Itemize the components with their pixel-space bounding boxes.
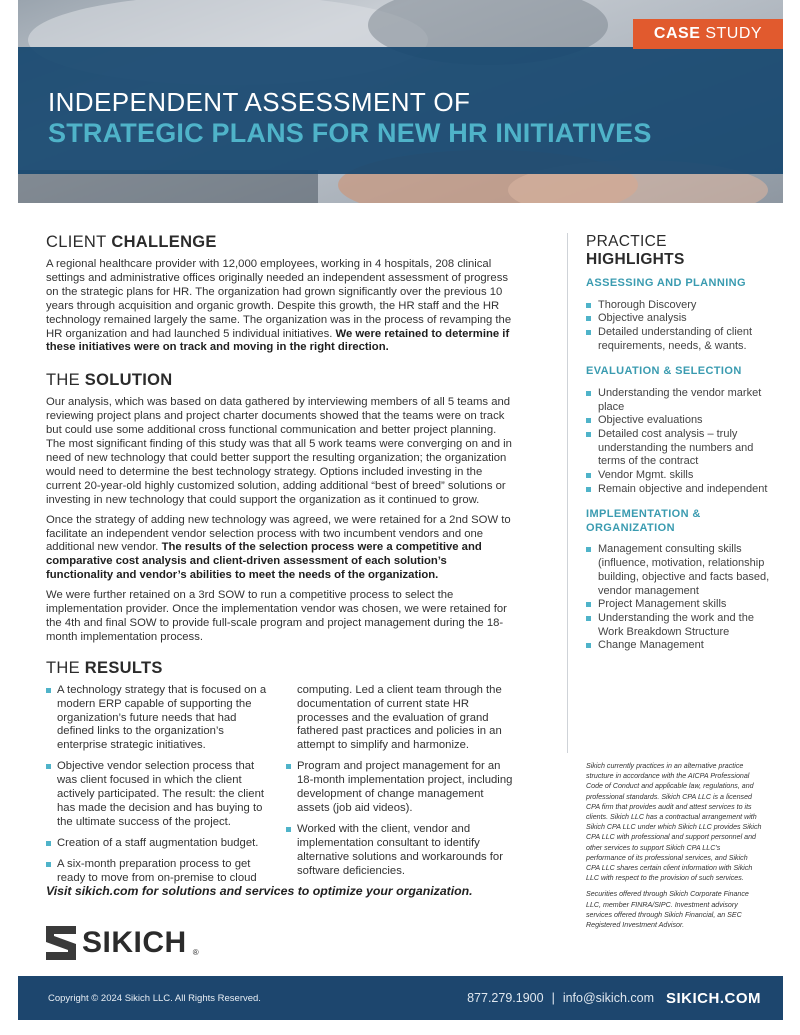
copyright-text: Copyright © 2024 Sikich LLC. All Rights Reserved. <box>48 992 261 1004</box>
hero-banner <box>18 0 783 203</box>
list-item-text: Creation of a staff augmentation budget. <box>57 836 259 849</box>
bullet-square-icon <box>586 487 591 492</box>
results-columns <box>46 684 516 893</box>
list-item-text: Objective vendor selection process that was client focused in which the client actively participated. The result: the client has made the decision and has buying to the ultimate success of the project. <box>57 760 265 828</box>
list-item-text: Objective analysis <box>598 312 687 325</box>
solution-heading <box>46 371 516 390</box>
main-column <box>46 233 516 893</box>
sidebar-heading-light: PRACTICE <box>586 233 667 250</box>
bullet-square-icon <box>286 827 291 832</box>
list-item <box>586 387 776 414</box>
challenge-emphasis: We were retained to determine if these initiatives were on track and moving in the right direction. <box>46 327 510 354</box>
list-item-text: A six-month preparation process to get ready to move from on-premise to cloud <box>57 857 257 884</box>
solution-para-2-emphasis: The results of the selection process were a competitive and comparative cost analysis and client-driven assessment of each solution’s functionality and vendor’s abilities to meet the needs of the organization. <box>46 541 482 582</box>
sidebar-section-title: EVALUATION & SELECTION <box>586 365 742 378</box>
results-heading <box>46 659 516 678</box>
bullet-square-icon <box>46 841 51 846</box>
sidebar-list-implementation <box>586 543 776 653</box>
bullet-square-icon <box>586 303 591 308</box>
list-item <box>586 598 776 612</box>
bullet-square-icon <box>46 764 51 769</box>
bullet-square-icon <box>46 862 51 867</box>
challenge-text <box>46 258 516 355</box>
heading-bold: RESULTS <box>84 658 163 677</box>
solution-para-2 <box>46 514 516 584</box>
list-item <box>586 612 776 639</box>
list-item-text: A technology strategy that is focused on a modern ERP capable of supporting the organization’s future needs that had defined links to the organization’s enterprise strategic initiatives. <box>57 683 267 752</box>
list-item-text: Understanding the vendor market place <box>598 386 762 413</box>
challenge-heading <box>46 233 516 252</box>
bullet-square-icon <box>46 688 51 693</box>
registered-mark: ® <box>192 948 199 957</box>
disclaimer-para-1: Sikich currently practices in an alternative practice structure in accordance with the AICPA Professional Code of Conduct and applicable law, regulations, and professional standards. Sikich CPA LLC is a licensed CPA firm that provides audit and attest services to its clients. Sikich LLC has a contractual arrangement with Sikich CPA LLC under which Sikich LLC provides Sikich CPA LLC with professional and support personnel and other services to support Sikich CPA LLC’s performance of its professional services, and Sikich CPA LLC shares certain client information with Sikich LLC with respect to the provision of such services. <box>586 762 762 883</box>
list-item <box>586 428 776 469</box>
bullet-square-icon <box>586 418 591 423</box>
sikich-logo <box>46 925 199 961</box>
column-divider <box>567 233 568 753</box>
list-item-text: Change Management <box>598 639 704 652</box>
list-item-text: Objective evaluations <box>598 414 703 427</box>
sidebar-heading-bold: HIGHLIGHTS <box>586 251 685 268</box>
heading-light: CLIENT <box>46 233 107 251</box>
sidebar-section-title: IMPLEMENTATION & ORGANIZATION <box>586 508 701 534</box>
phone-link[interactable]: 877.279.1900 <box>467 991 544 1005</box>
list-item <box>586 639 776 653</box>
list-item <box>46 684 276 754</box>
sikich-chevron-icon <box>46 926 76 960</box>
list-item <box>46 837 276 851</box>
website-link[interactable]: SIKICH.COM <box>666 989 761 1007</box>
title-line-2: STRATEGIC PLANS FOR NEW HR INITIATIVES <box>48 118 652 148</box>
list-item-text: Remain objective and independent <box>598 482 768 495</box>
visit-cta[interactable]: Visit sikich.com for solutions and services to optimize your organization. <box>46 884 473 898</box>
list-item-text: Worked with the client, vendor and implementation consultant to identify alternative solutions and workarounds for software deficiencies. <box>297 822 503 877</box>
list-item <box>586 312 776 326</box>
bullet-square-icon <box>586 547 591 552</box>
solution-para-3: We were further retained on a 3rd SOW to run a competitive process to select the implementation provider. Once the implementation vendor was chosen, we were retained for the 4th and final SOW to provide full-scale program and project management during the 18-month implementation process. <box>46 589 507 643</box>
list-item-continued <box>286 684 516 754</box>
badge-bold-text: CASE <box>653 25 701 42</box>
page-title <box>48 87 768 149</box>
list-item-text: Vendor Mgmt. skills <box>598 469 694 482</box>
bullet-square-icon <box>586 643 591 648</box>
logo-wordmark: SIKICH <box>82 926 187 959</box>
badge-light-text: STUDY <box>705 25 763 42</box>
bullet-square-icon <box>586 316 591 321</box>
list-item-text: Understanding the work and the Work Breakdown Structure <box>598 611 754 638</box>
disclaimer-para-2: Securities offered through Sikich Corporate Finance LLC, member FINRA/SIPC. Investment advisory services offered through Sikich Financial, an SEC Registered Investment Advisor. <box>586 890 749 930</box>
solution-para-2-body: Once the strategy of adding new technology was agreed, we were retained for a 2nd SOW to facilitate an independent vendor selection process with two incumbent vendors and one additional new vendor. <box>46 513 511 554</box>
footer-contact <box>467 990 761 1007</box>
footer-bar <box>18 976 783 1020</box>
list-item <box>586 414 776 428</box>
list-item-text: Project Management skills <box>598 598 727 611</box>
title-line-1: INDEPENDENT ASSESSMENT OF <box>48 87 471 117</box>
list-item <box>286 823 516 879</box>
list-item <box>586 483 776 497</box>
bullet-square-icon <box>586 616 591 621</box>
bullet-square-icon <box>286 764 291 769</box>
list-item-text: Program and project management for an 18-month implementation project, including development of change management assets (job aid videos). <box>297 760 513 814</box>
challenge-body: A regional healthcare provider with 12,000 employees, working in 4 hospitals, 208 clinical settings and administrative offices originally needed an independent assessment of progress on the strategic plans for HR. The organization had grown significantly over the previous 10 years through acquisition and organic growth. Despite this growth, the HR staff and the HR technology remained largely the same. The organization was in the process of revamping the HR organization and had launched 5 individual initiatives. <box>46 258 512 340</box>
contact-separator: | <box>551 991 555 1005</box>
heading-light: THE <box>46 658 80 677</box>
legal-disclaimer <box>586 761 762 936</box>
sidebar-section-title: ASSESSING AND PLANNING <box>586 277 746 289</box>
case-study-badge <box>633 19 783 49</box>
bullet-square-icon <box>586 391 591 396</box>
list-item-text: Detailed understanding of client requirements, needs, & wants. <box>598 325 753 352</box>
list-item <box>46 858 276 886</box>
bullet-square-icon <box>586 473 591 478</box>
list-item-text: Thorough Discovery <box>598 298 697 311</box>
results-column-2 <box>286 684 516 893</box>
list-item-text: Management consulting skills (influence, motivation, relationship building, objective and facts based, vendor management <box>598 543 770 597</box>
heading-light: THE <box>46 371 80 390</box>
sidebar-list-evaluation <box>586 387 776 497</box>
list-item <box>586 543 776 598</box>
bullet-square-icon <box>586 330 591 335</box>
heading-bold: SOLUTION <box>84 371 173 390</box>
solution-para-1: Our analysis, which was based on data gathered by interviewing members of all 5 teams and reviewing project plans and project charter documents showed that the teams were on track but could use some additional cross functional communication and better project planning. The most significant finding of this study was that all 5 work teams were converging on and in need of new technology that could better support the resulting organization; the organization would need to determine the best technology strategy. Options included investing in the current 20-year-old highly customized solution, adding additional “best of breed” solutions or investing in new technology that could support the organization as it continued to grow. <box>46 396 512 506</box>
list-item <box>46 760 276 830</box>
sidebar-list-assessing <box>586 299 776 354</box>
bullet-square-icon <box>586 602 591 607</box>
email-link[interactable]: info@sikich.com <box>562 991 654 1005</box>
list-item <box>586 299 776 313</box>
list-item <box>586 469 776 483</box>
practice-highlights-sidebar <box>586 233 776 665</box>
list-item-text: computing. Led a client team through the documentation of current state HR processes and the evaluation of grand fathered past practices and policies in an attempt to simplify and harmonize. <box>297 683 502 752</box>
bullet-square-icon <box>586 432 591 437</box>
list-item <box>286 760 516 816</box>
list-item <box>586 326 776 353</box>
results-column-1 <box>46 684 276 893</box>
list-item-text: Detailed cost analysis – truly understanding the numbers and terms of the contract <box>598 427 754 468</box>
heading-bold: CHALLENGE <box>111 233 217 251</box>
